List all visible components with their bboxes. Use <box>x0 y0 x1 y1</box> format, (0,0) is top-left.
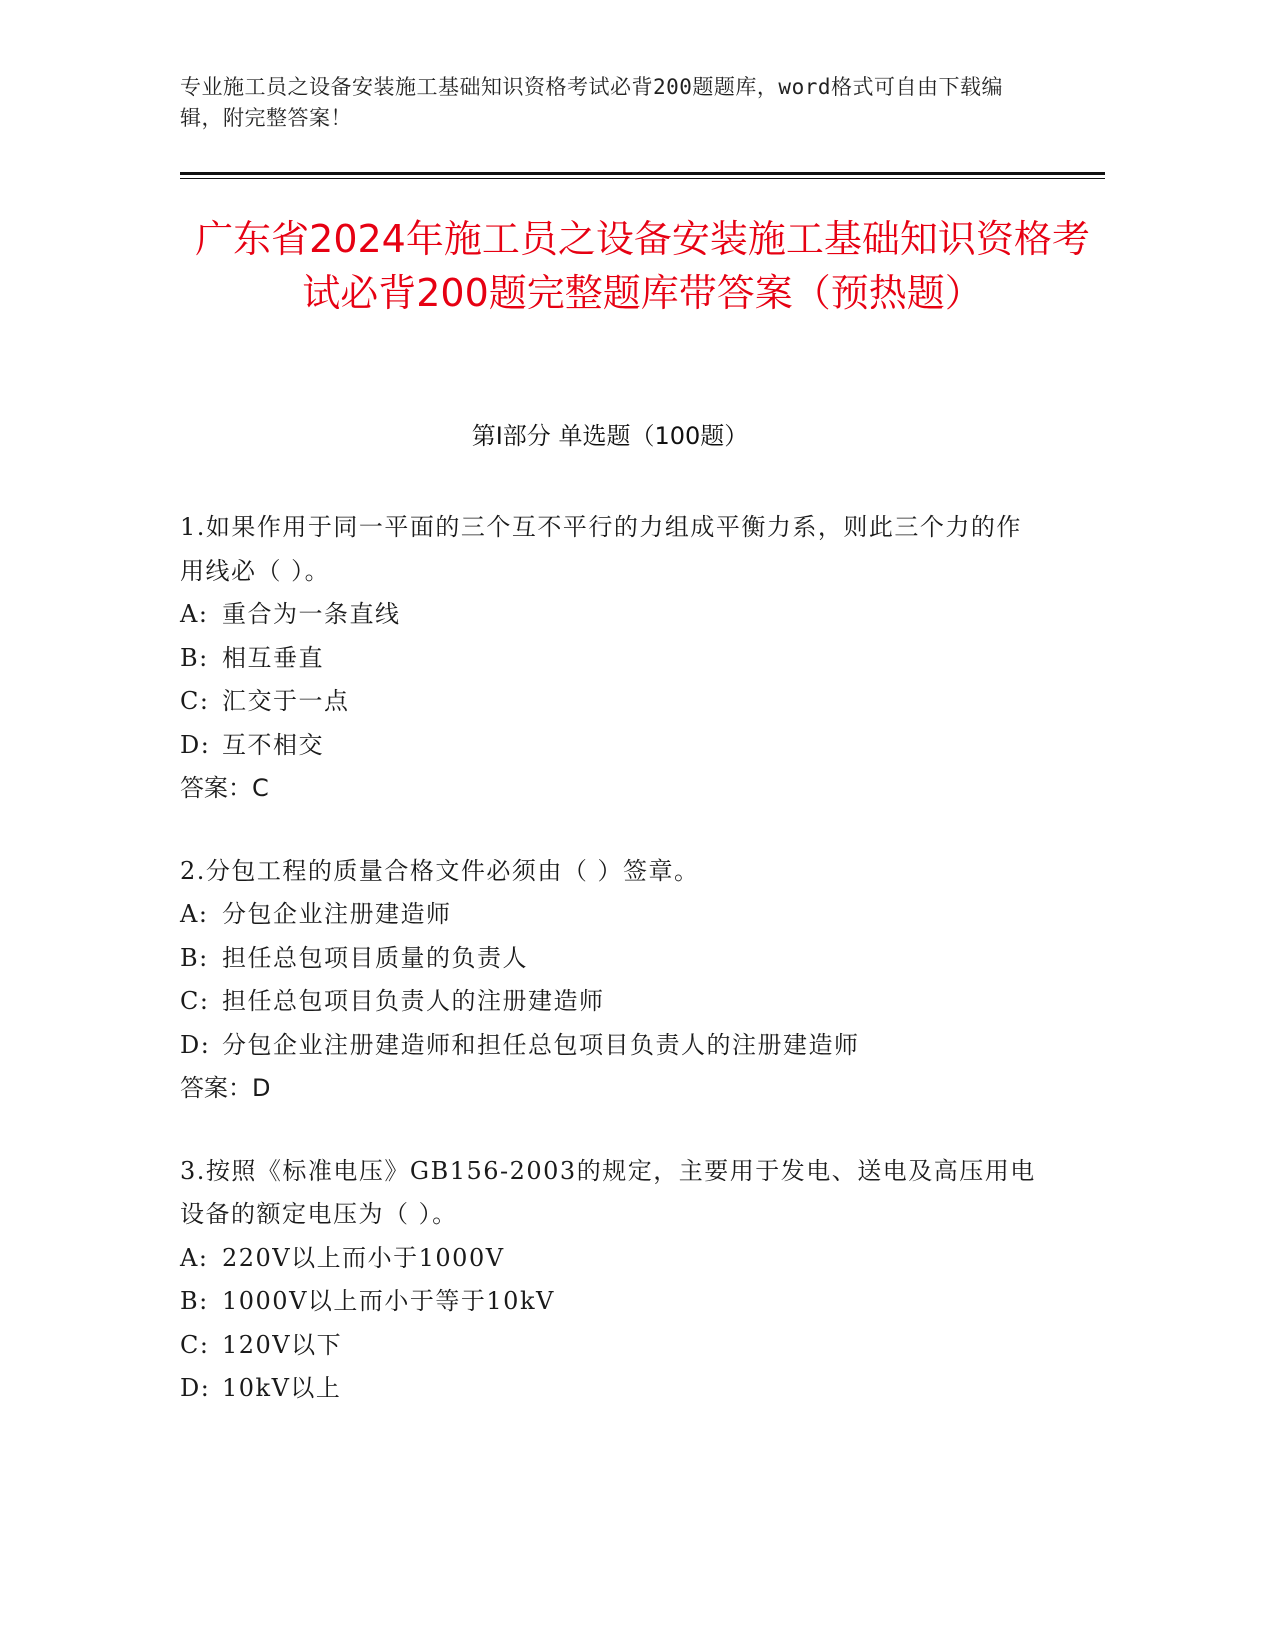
option-key: C: <box>180 987 210 1015</box>
option-text: 10kV以上 <box>222 1374 342 1402</box>
option-text: 重合为一条直线 <box>222 600 401 628</box>
option-a <box>180 593 1040 637</box>
option-text: 分包企业注册建造师 <box>222 900 452 928</box>
option-text: 120V以下 <box>222 1330 343 1359</box>
question-3 <box>180 1150 1040 1411</box>
option-key: D: <box>180 730 211 759</box>
option-a <box>180 1237 1040 1281</box>
option-b <box>180 937 1040 981</box>
option-key: C: <box>180 1330 210 1359</box>
option-key: D: <box>180 1030 211 1059</box>
option-c <box>180 980 1040 1024</box>
question-1 <box>180 506 1040 811</box>
option-d <box>180 724 1040 768</box>
option-text: 担任总包项目负责人的注册建造师 <box>222 987 605 1015</box>
option-text: 分包企业注册建造师和担任总包项目负责人的注册建造师 <box>222 1030 860 1059</box>
option-text: 1000V以上而小于等于10kV <box>222 1287 555 1315</box>
option-c <box>180 1324 1040 1368</box>
option-text: 互不相交 <box>222 730 324 759</box>
option-text: 相互垂直 <box>222 643 324 672</box>
option-b <box>180 1280 1040 1324</box>
option-d <box>180 1367 1040 1411</box>
option-key: B: <box>180 1287 209 1315</box>
header-note: 专业施工员之设备安装施工基础知识资格考试必背200题题库，word格式可自由下载编辑，附完整答案！ <box>180 75 1003 130</box>
header-rule-thin <box>180 178 1105 179</box>
option-d <box>180 1024 1040 1068</box>
document-title: 广东省2024年施工员之设备安装施工基础知识资格考试必背200题完整题库带答案（预热题） <box>195 217 1090 315</box>
section-heading: 第I部分 单选题（100题） <box>471 422 749 450</box>
option-key: A: <box>180 1243 209 1272</box>
option-b <box>180 637 1040 681</box>
answer: 答案：D <box>180 1074 271 1102</box>
question-stem: 2.分包工程的质量合格文件必须由（ ）签章。 <box>180 856 700 885</box>
header-rule-thick <box>180 172 1105 175</box>
option-key: A: <box>180 900 209 928</box>
question-stem: 1.如果作用于同一平面的三个互不平行的力组成平衡力系，则此三个力的作用线必（ ）。 <box>180 513 1022 585</box>
question-list <box>180 506 1040 1450</box>
option-c <box>180 680 1040 724</box>
question-2 <box>180 850 1040 1111</box>
answer: 答案：C <box>180 774 269 802</box>
option-key: C: <box>180 687 210 715</box>
question-stem: 3.按照《标准电压》GB156-2003的规定，主要用于发电、送电及高压用电设备的额定电压为（ ）。 <box>180 1156 1036 1228</box>
option-key: B: <box>180 943 209 972</box>
option-text: 担任总包项目质量的负责人 <box>222 943 528 972</box>
option-key: B: <box>180 643 209 672</box>
option-text: 汇交于一点 <box>222 687 350 715</box>
option-key: D: <box>180 1374 211 1402</box>
option-text: 220V以上而小于1000V <box>222 1243 505 1272</box>
option-key: A: <box>180 600 209 628</box>
option-a <box>180 893 1040 937</box>
